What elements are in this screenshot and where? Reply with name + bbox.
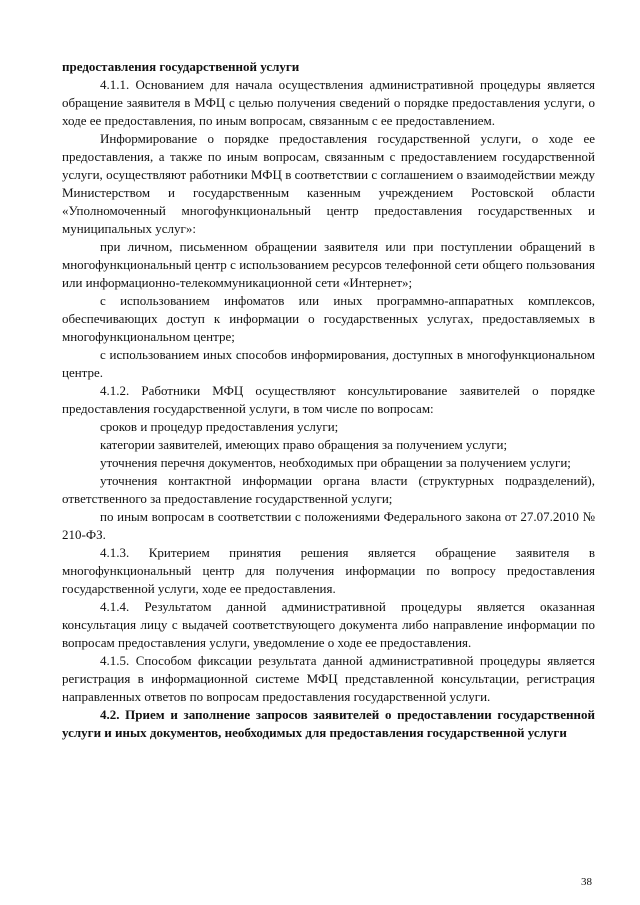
paragraph: сроков и процедур предоставления услуги;: [100, 419, 339, 434]
paragraph: категории заявителей, имеющих право обращения за получением услуги;: [100, 437, 508, 452]
paragraph: при личном, письменном обращении заявителя или при поступлении обращений в многофункциональный центр с использованием ресурсов телефонной сети общего пользования или информационно-телекоммуникационной сети «Интернет»;: [62, 239, 595, 290]
paragraph: 4.1.5. Способом фиксации результата данной административной процедуры является регистрация в информационной системе МФЦ представленной консультации, регистрация направленных ответов по вопросам предоставления государственной услуги.: [62, 653, 595, 704]
section-heading: 4.2. Прием и заполнение запросов заявителей о предоставлении государственной услуги и иных документов, необходимых для предоставления государственной услуги: [62, 707, 595, 740]
document-page: [62, 58, 595, 742]
paragraph: 4.1.4. Результатом данной административной процедуры является оказанная консультация лицу с выдачей соответствующего документа либо направление информации по вопросам предоставления услуги, уведомление о ходе ее предоставления.: [62, 599, 595, 650]
paragraph: с использованием иных способов информирования, доступных в многофункциональном центре.: [62, 347, 595, 380]
paragraph: Информирование о порядке предоставления государственной услуги, о ходе ее предоставления, а также по иным вопросам, связанным с предоставлением государственной услуги, осуществляют работники МФЦ в соответствии с соглашением о взаимодействии между Министерством и государственным казенным учреждением Ростовской области «Уполномоченный многофункциональный центр предоставления государственных и муниципальных услуг»:: [62, 131, 595, 236]
paragraph: по иным вопросам в соответствии с положениями Федерального закона от 27.07.2010 № 210-ФЗ.: [62, 509, 595, 542]
paragraph: 4.1.1. Основанием для начала осуществления административной процедуры является обращение заявителя в МФЦ с целью получения сведений о порядке предоставления услуги, о ходе ее предоставления, по иным вопросам, связанным с ее предоставлением.: [62, 77, 595, 128]
page-number: 38: [581, 876, 592, 888]
heading-top: предоставления государственной услуги: [62, 59, 300, 74]
paragraph: уточнения контактной информации органа власти (структурных подразделений), ответственного за предоставление государственной услуги;: [62, 473, 595, 506]
paragraph: 4.1.3. Критерием принятия решения является обращение заявителя в многофункциональный центр для получения информации по вопросу предоставления государственной услуги, ходе ее предоставления.: [62, 545, 595, 596]
paragraph: с использованием инфоматов или иных программно-аппаратных комплексов, обеспечивающих доступ к информации о государственных услугах, предоставляемых в многофункциональном центре;: [62, 293, 595, 344]
paragraph: уточнения перечня документов, необходимых при обращении за получением услуги;: [100, 455, 571, 470]
paragraph: 4.1.2. Работники МФЦ осуществляют консультирование заявителей о порядке предоставления государственной услуги, в том числе по вопросам:: [62, 383, 595, 416]
